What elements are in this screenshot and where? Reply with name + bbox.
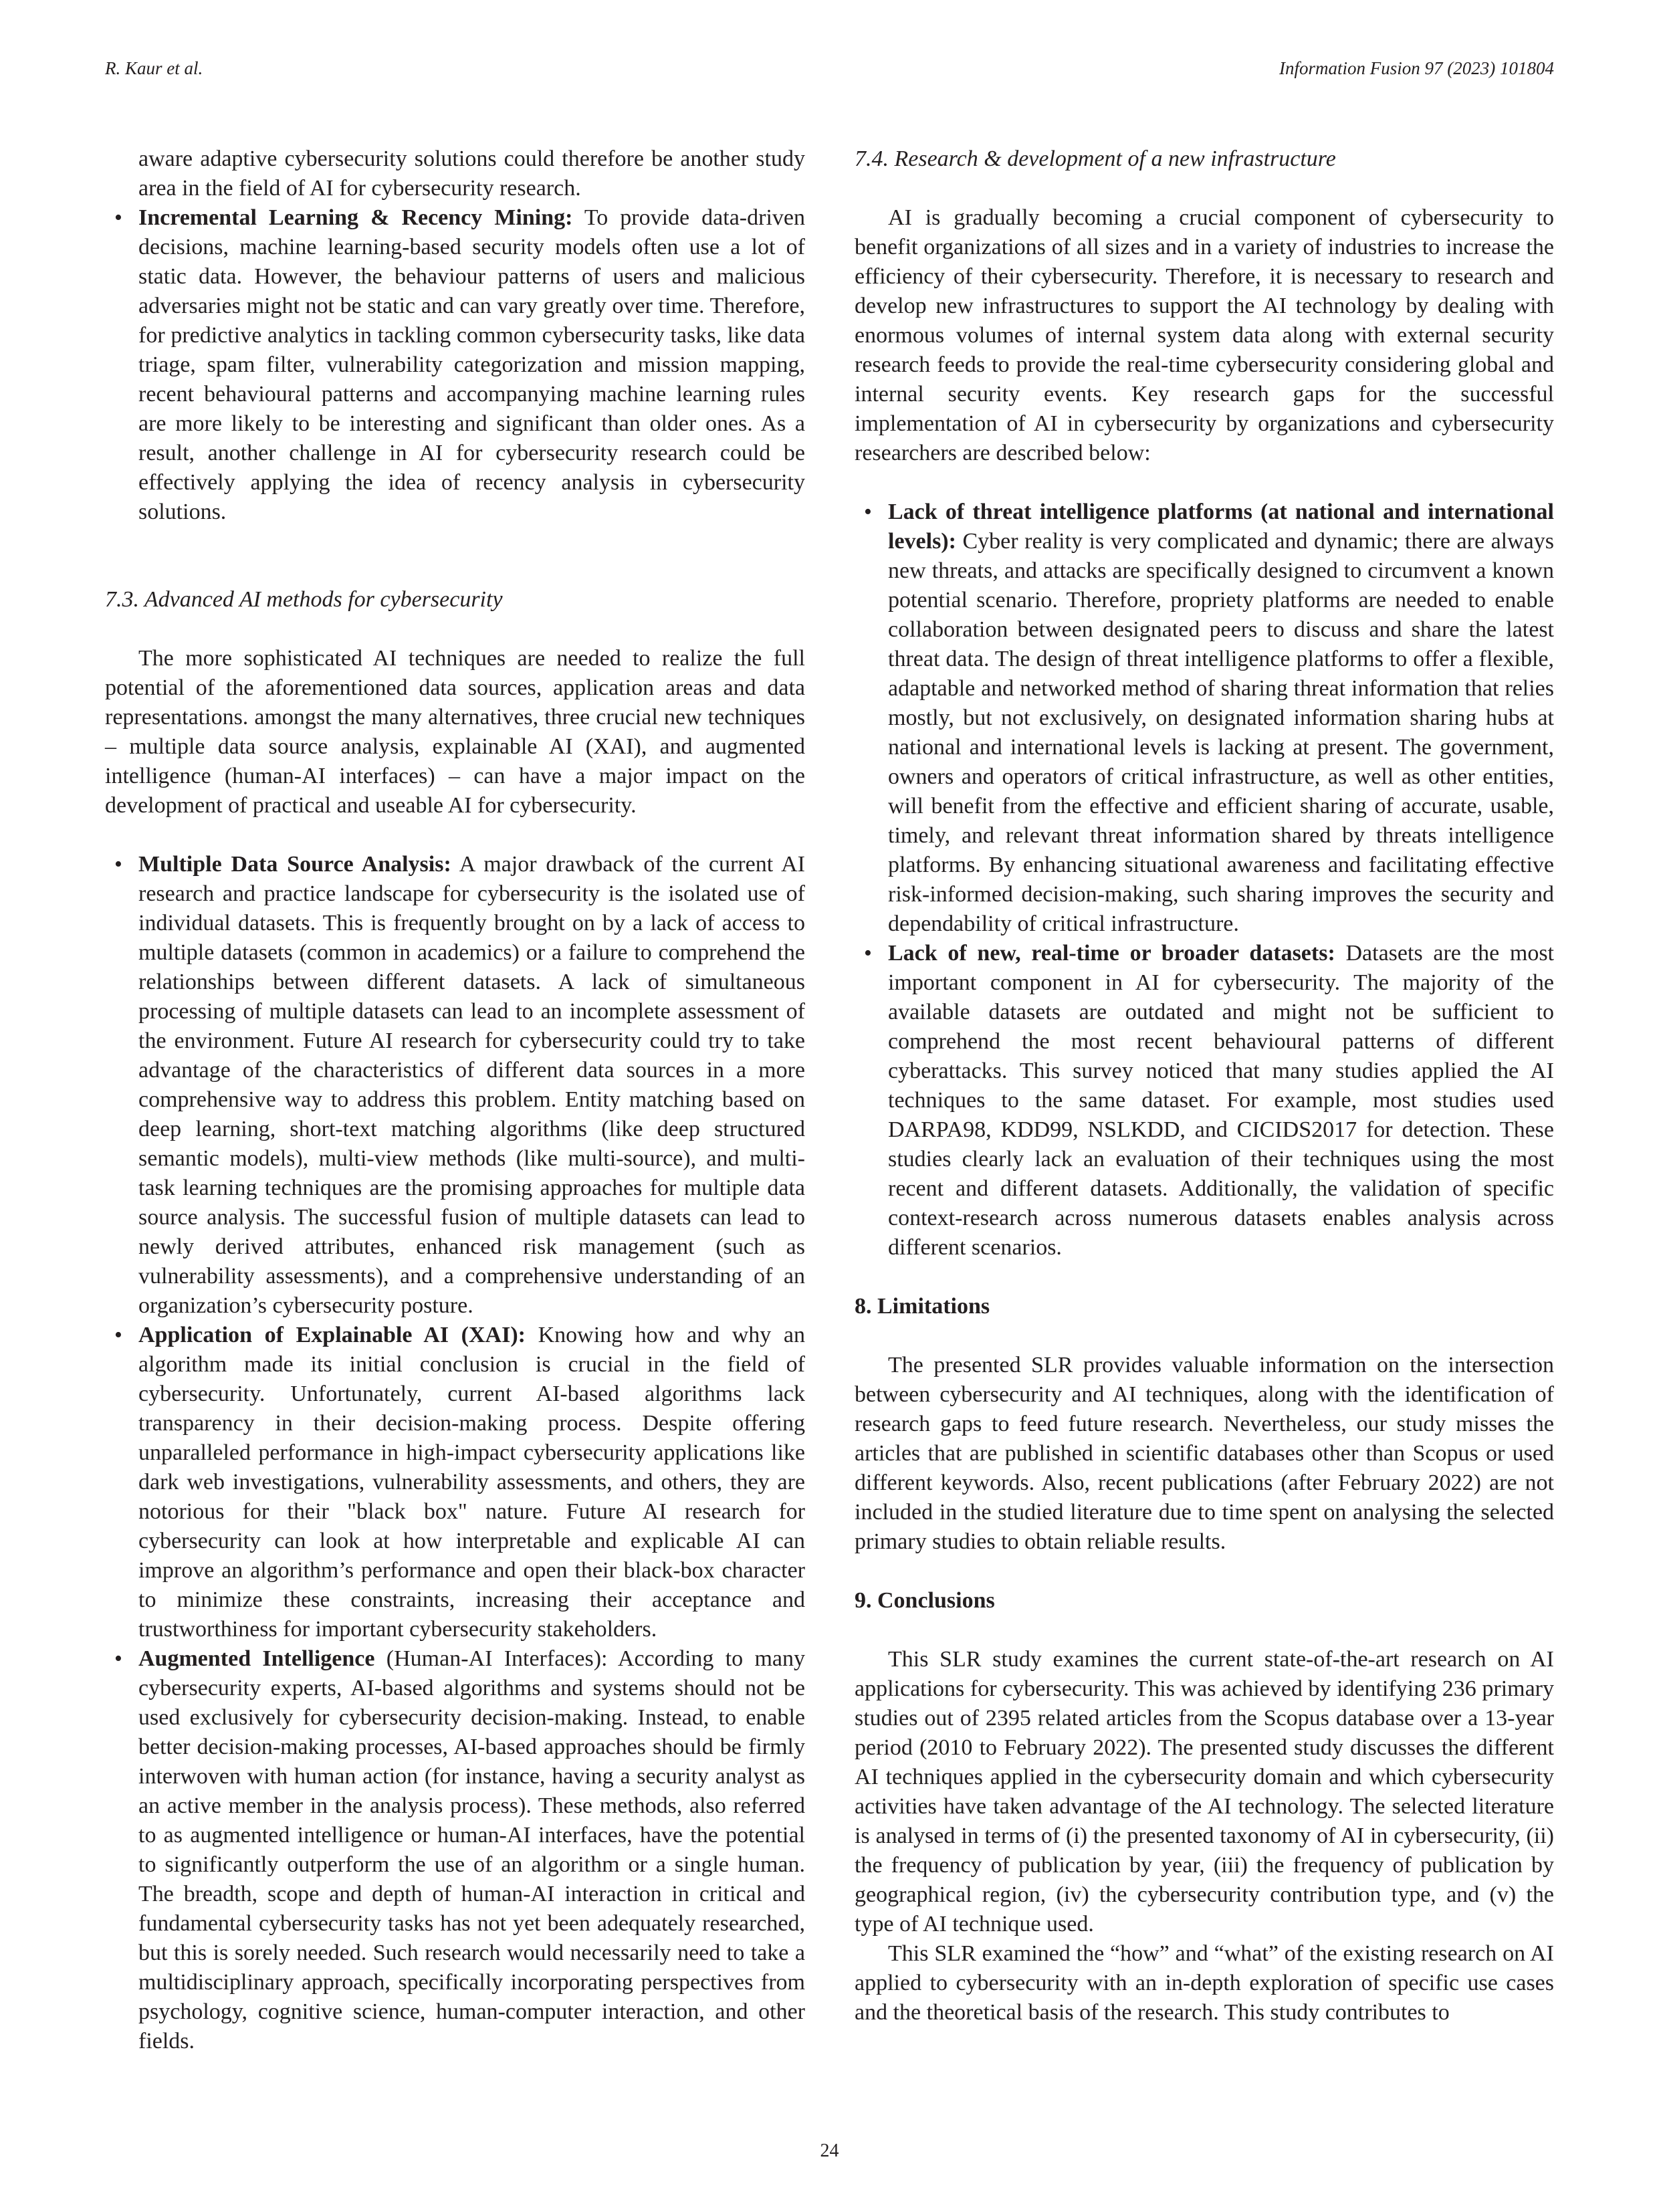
list-item-incremental-learning: [105, 203, 805, 527]
list-item-term: Augmented Intelligence: [138, 1646, 375, 1671]
right-column: [855, 144, 1554, 2027]
page-number: 24: [820, 2140, 839, 2161]
section-7-4-list: [855, 497, 1554, 1262]
list-item-text: Knowing how and why an algorithm made its initial conclusion is crucial in the field of cybersecurity. Unfortunately, current AI-based algorithms lack transparency in their decision-making process. Despite offering unparalleled performance in high-impact cybersecurity applications like dark web investigations, vulnerability assessments, and others, they are notorious for their "black box" nature. Future AI research for cybersecurity can look at how interpretable and explicable AI can improve an algorithm’s performance and open their black-box character to minimize these constraints, increasing their acceptance and trustworthiness for important cybersecurity stakeholders.: [138, 1323, 806, 1642]
list-item-text: Datasets are the most important component in AI for cybersecurity. The majority of the available datasets are outdated and might not be sufficient to comprehend the most recent behavioural patterns of different cyberattacks. This survey noticed that many studies applied the AI techniques to the same dataset. For example, most studies used DARPA98, KDD99, NSLKDD, and CICIDS2017 for detection. These studies clearly lack an evaluation of their techniques using the most recent and different datasets. Additionally, the validation of specific context-research across numerous datasets enables analysis across different scenarios.: [888, 941, 1554, 1260]
section-heading-7-3: 7.3. Advanced AI methods for cybersecurity: [105, 587, 503, 612]
running-header-journal: Information Fusion 97 (2023) 101804: [1279, 58, 1554, 78]
section-7-3-list: [105, 850, 805, 2056]
list-item-continued: aware adaptive cybersecurity solutions could therefore be another study area in the field of AI for cybersecurity research.: [138, 146, 805, 201]
left-column: [105, 144, 805, 2056]
section-8-text: The presented SLR provides valuable information on the intersection between cybersecurity and AI techniques, along with the identification of research gaps to feed future research. Nevertheless, our study misses the articles that are published in scientific databases other than Scopus or used different keywords. Also, recent publications (after February 2022) are not included in the studied literature due to time spent on analysing the selected primary studies to obtain reliable results.: [855, 1353, 1554, 1554]
list-item-term: Lack of new, real-time or broader datasets:: [888, 941, 1335, 966]
list-item-threat-intelligence: [855, 497, 1554, 939]
list-item-text: Cyber reality is very complicated and dynamic; there are always new threats, and attacks are specifically designed to circumvent a known potential scenario. Therefore, propriety platforms are needed to enable collaboration between designated peers to discuss and share the latest threat data. The design of threat intelligence platforms to offer a flexible, adaptable and networked method of sharing threat information that relies mostly, but not exclusively, on designated information sharing hubs at national and international levels is lacking at present. The government, owners and operators of critical infrastructure, as well as other entities, will benefit from the effective and efficient sharing of accurate, usable, timely, and relevant threat information shared by threats intelligence platforms. By enhancing situational awareness and facilitating effective risk-informed decision-making, such sharing improves the security and dependability of critical infrastructure.: [888, 529, 1554, 936]
running-header-authors: R. Kaur et al.: [105, 58, 203, 78]
continued-list: [105, 144, 805, 527]
list-item-term: Multiple Data Source Analysis:: [138, 852, 451, 877]
list-item-term: Application of Explainable AI (XAI):: [138, 1323, 526, 1347]
section-heading-7-4: 7.4. Research & development of a new infrastructure: [855, 146, 1336, 171]
section-7-4-intro: AI is gradually becoming a crucial component of cybersecurity to benefit organizations of all sizes and in a variety of industries to increase the efficiency of their cybersecurity. Therefore, it is necessary to research and develop new infrastructures to support the AI technology by dealing with enormous volumes of internal system data along with external security research feeds to provide the real-time cybersecurity considering global and internal security events. Key research gaps for the successful implementation of AI in cybersecurity by organizations and cybersecurity researchers are described below:: [855, 205, 1554, 465]
section-9-paragraph-2: This SLR examined the “how” and “what” of the existing research on AI applied to cybersecurity with an in-depth exploration of specific use cases and the theoretical basis of the research. This study contributes to: [855, 1941, 1554, 2025]
list-item-explainable-ai: [105, 1321, 805, 1644]
list-item-multiple-data-source: [105, 850, 805, 1321]
section-heading-9: 9. Conclusions: [855, 1588, 995, 1613]
section-7-3-intro: The more sophisticated AI techniques are needed to realize the full potential of the aforementioned data sources, application areas and data representations. amongst the many alternatives, three crucial new techniques – multiple data source analysis, explainable AI (XAI), and augmented intelligence (human-AI interfaces) – can have a major impact on the development of practical and useable AI for cybersecurity.: [105, 646, 805, 818]
list-item-datasets: [855, 939, 1554, 1262]
list-item-text: A major drawback of the current AI research and practice landscape for cybersecurity is the isolated use of individual datasets. This is frequently brought on by a lack of access to multiple datasets (common in academics) or a failure to comprehend the relationships between different datasets. A lack of simultaneous processing of multiple datasets can lead to an incomplete assessment of the environment. Future AI research for cybersecurity could try to take advantage of the characteristics of different data sources in a more comprehensive way to address this problem. Entity matching based on deep learning, short-text matching algorithms (like deep structured semantic models), multi-view methods (like multi-source), and multi-task learning techniques are the promising approaches for multiple data source analysis. The successful fusion of multiple datasets can lead to newly derived attributes, enhanced risk management (such as vulnerability assessments), and a comprehensive understanding of an organization’s cybersecurity posture.: [138, 852, 805, 1318]
list-item-term: Incremental Learning & Recency Mining:: [138, 205, 573, 230]
list-item-text: To provide data-driven decisions, machine learning-based security models often use a lot of static data. However, the behaviour patterns of users and malicious adversaries might not be static and can vary greatly over time. Therefore, for predictive analytics in tackling common cybersecurity tasks, like data triage, spam filter, vulnerability categorization and mission mapping, recent behavioural patterns and accompanying machine learning rules are more likely to be interesting and significant than older ones. As a result, another challenge in AI for cybersecurity research could be effectively applying the idea of recency analysis in cybersecurity solutions.: [138, 205, 805, 524]
section-9-paragraph-1: This SLR study examines the current state-of-the-art research on AI applications for cybersecurity. This was achieved by identifying 236 primary studies out of 2395 related articles from the Scopus database over a 13-year period (2010 to February 2022). The presented study discusses the different AI techniques applied in the cybersecurity domain and which cybersecurity activities have taken advantage of the AI technology. The selected literature is analysed in terms of (i) the presented taxonomy of AI in cybersecurity, (ii) the frequency of publication by year, (iii) the frequency of publication by geographical region, (iv) the cybersecurity contribution type, and (v) the type of AI technique used.: [855, 1647, 1554, 1937]
section-heading-8: 8. Limitations: [855, 1294, 990, 1319]
list-item-term: Lack of threat intelligence platforms (at national and international levels):: [888, 500, 1554, 554]
list-item-augmented-intelligence: [105, 1644, 805, 2056]
list-item-text: (Human-AI Interfaces): According to many cybersecurity experts, AI-based algorithms and systems should not be used exclusively for cybersecurity decision-making. Instead, to enable better decision-making processes, AI-based approaches should be firmly interwoven with human action (for instance, having a security analyst as an active member in the analysis process). These methods, also referred to as augmented intelligence or human-AI interfaces, have the potential to significantly outperform the use of an algorithm or a single human. The breadth, scope and depth of human-AI interaction in critical and fundamental cybersecurity tasks has not yet been adequately researched, but this is sorely needed. Such research would necessarily need to take a multidisciplinary approach, specifically incorporating perspectives from psychology, cognitive science, human-computer interaction, and other fields.: [138, 1646, 805, 2054]
